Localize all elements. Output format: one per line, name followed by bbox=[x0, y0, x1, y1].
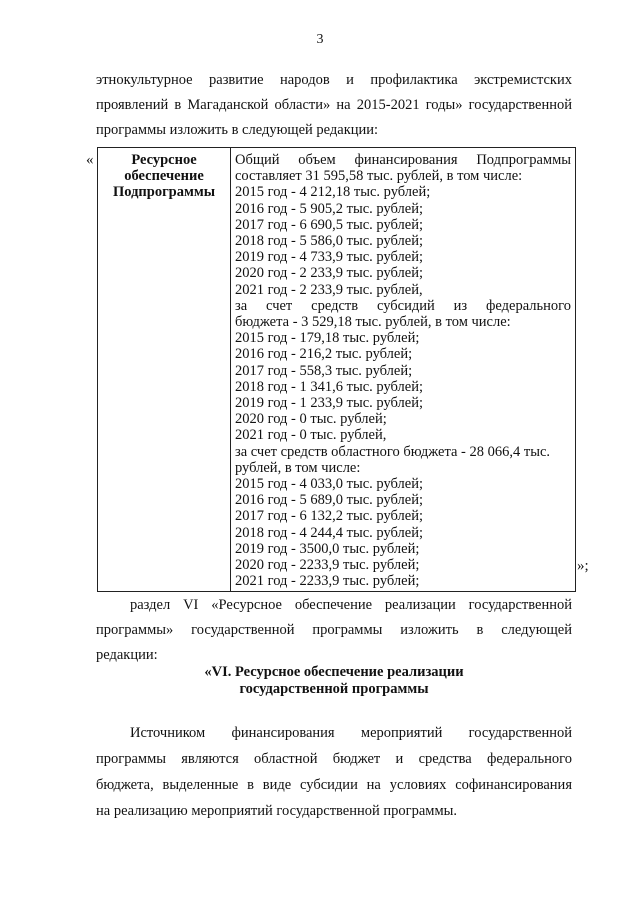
funding-line: составляет 31 595,58 тыс. рублей, в том числе: bbox=[235, 168, 523, 185]
funding-line: 2019 год - 1 233,9 тыс. рублей; bbox=[235, 395, 423, 412]
funding-line: 2016 год - 216,2 тыс. рублей; bbox=[235, 346, 413, 363]
funding-line: Общий объем финансирования Подпрограммы bbox=[235, 152, 571, 168]
funding-line: 2021 год - 2 233,9 тыс. рублей, bbox=[235, 281, 423, 298]
funding-line: 2018 год - 5 586,0 тыс. рублей; bbox=[235, 233, 423, 250]
section-line: раздел VI «Ресурсное обеспечение реализации государственной bbox=[130, 597, 572, 613]
section-heading bbox=[96, 664, 572, 698]
funding-line: 2020 год - 0 тыс. рублей; bbox=[235, 411, 387, 428]
funding-line: 2015 год - 179,18 тыс. рублей; bbox=[235, 330, 420, 347]
table-row bbox=[98, 148, 576, 592]
body-line: бюджета, выделенные в виде субсидии на условиях софинансирования bbox=[96, 777, 572, 793]
funding-line: 2021 год - 0 тыс. рублей, bbox=[235, 427, 387, 444]
close-quote: »; bbox=[577, 558, 589, 574]
funding-line: за счет средств субсидий из федерального bbox=[235, 297, 571, 314]
funding-line: 2016 год - 5 905,2 тыс. рублей; bbox=[235, 200, 423, 217]
open-quote: « bbox=[86, 152, 94, 168]
funding-line: бюджета - 3 529,18 тыс. рублей, в том числе: bbox=[235, 314, 511, 331]
resource-table bbox=[97, 147, 576, 592]
funding-line: 2018 год - 4 244,4 тыс. рублей; bbox=[235, 524, 423, 541]
body-paragraph bbox=[96, 720, 572, 824]
section-paragraph bbox=[96, 593, 572, 668]
intro-paragraph bbox=[96, 68, 572, 143]
label-line: Подпрограммы bbox=[112, 184, 216, 200]
intro-line: программы изложить в следующей редакции: bbox=[96, 122, 379, 138]
body-line: Источником финансирования мероприятий государственной bbox=[130, 725, 572, 741]
heading-line: государственной программы bbox=[239, 681, 429, 697]
section-line: редакции: bbox=[96, 647, 158, 663]
funding-line: 2017 год - 558,3 тыс. рублей; bbox=[235, 362, 413, 379]
funding-line: 2020 год - 2233,9 тыс. рублей; bbox=[235, 557, 420, 574]
body-line: на реализацию мероприятий государственной программы. bbox=[96, 803, 457, 819]
funding-line: 2018 год - 1 341,6 тыс. рублей; bbox=[235, 378, 423, 395]
intro-line: этнокультурное развитие народов и профилактика экстремистских bbox=[96, 72, 572, 88]
funding-line: 2015 год - 4 212,18 тыс. рублей; bbox=[235, 184, 431, 201]
section-line: программы» государственной программы изложить в следующей bbox=[96, 622, 572, 638]
funding-line: 2017 год - 6 132,2 тыс. рублей; bbox=[235, 508, 423, 525]
body-line: программы являются областной бюджет и средства федерального bbox=[96, 751, 572, 767]
funding-line: 2019 год - 3500,0 тыс. рублей; bbox=[235, 540, 420, 557]
funding-line: за счет средств областного бюджета - 28 066,4 тыс. bbox=[235, 443, 551, 460]
intro-line: проявлений в Магаданской области» на 2015-2021 годы» государственной bbox=[96, 97, 572, 113]
page-number: 3 bbox=[316, 32, 324, 47]
funding-line: рублей, в том числе: bbox=[235, 459, 361, 476]
funding-line: 2019 год - 4 733,9 тыс. рублей; bbox=[235, 249, 423, 266]
label-line: Ресурсное bbox=[131, 152, 197, 168]
funding-line: 2020 год - 2 233,9 тыс. рублей; bbox=[235, 265, 423, 282]
heading-line: «VI. Ресурсное обеспечение реализации bbox=[204, 664, 464, 680]
resource-value-cell bbox=[231, 148, 576, 592]
resource-label-cell bbox=[98, 148, 231, 592]
funding-line: 2017 год - 6 690,5 тыс. рублей; bbox=[235, 216, 423, 233]
label-line: обеспечение bbox=[124, 168, 204, 184]
funding-line: 2016 год - 5 689,0 тыс. рублей; bbox=[235, 492, 423, 509]
funding-line: 2015 год - 4 033,0 тыс. рублей; bbox=[235, 476, 423, 493]
funding-line: 2021 год - 2233,9 тыс. рублей; bbox=[235, 573, 420, 590]
